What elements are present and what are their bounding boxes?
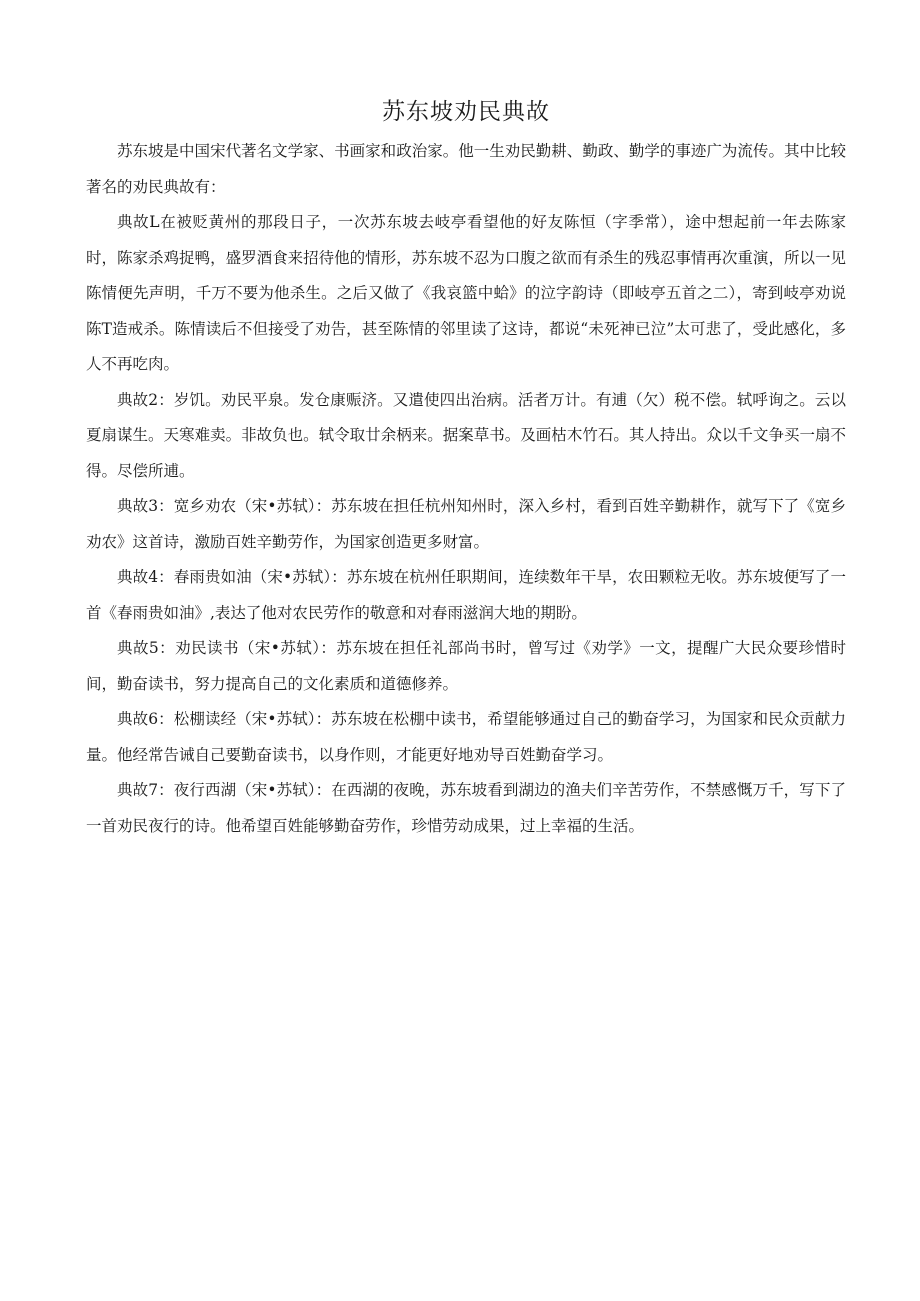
story-label: 典故6： bbox=[117, 710, 174, 728]
document-page bbox=[86, 96, 846, 844]
story-label: 典故L bbox=[117, 213, 160, 231]
story-paragraph-3 bbox=[86, 489, 846, 560]
story-paragraph-5 bbox=[86, 631, 846, 702]
story-paragraph-6 bbox=[86, 702, 846, 773]
story-paragraph-7 bbox=[86, 773, 846, 844]
story-text: 在被贬黄州的那段日子，一次苏东坡去岐亭看望他的好友陈恒（字季常），途中想起前一年去陈家时，陈家杀鸡捉鸭，盛罗酒食来招待他的情形，苏东坡不忍为口腹之欲而有杀生的残忍事情再次重演，所以一见陈情便先声明，千万不要为他杀生。之后又做了《我哀篮中蛤》的泣字韵诗（即岐亭五首之二），寄到岐亭劝说陈T造戒杀。陈情读后不但接受了劝告，甚至陈情的邻里读了这诗，都说“未死神已泣”太可悲了，受此感化，多人不再吃肉。 bbox=[86, 213, 846, 373]
story-text: 春雨贵如油（宋•苏轼）：苏东坡在杭州任职期间，连续数年干旱，农田颗粒无收。苏东坡便写了一首《春雨贵如油》,表达了他对农民劳作的敬意和对春雨滋润大地的期盼。 bbox=[86, 568, 846, 622]
story-text: 松棚读经（宋•苏轼）：苏东坡在松棚中读书，希望能够通过自己的勤奋学习，为国家和民众贡献力量。他经常告诫自己要勤奋读书，以身作则，才能更好地劝导百姓勤奋学习。 bbox=[86, 710, 846, 764]
story-text: 岁饥。劝民平泉。发仓康赈济。又遣使四出治病。活者万计。有逋（欠）税不偿。轼呼询之。云以夏扇谋生。天寒难卖。非故负也。轼令取廿余柄来。据案草书。及画枯木竹石。其人持出。众以千文争买一扇不得。尽偿所逋。 bbox=[86, 390, 846, 480]
story-text: 劝民读书（宋•苏轼）：苏东坡在担任礼部尚书时，曾写过《劝学》一文，提醒广大民众要珍惜时间，勤奋读书，努力提高自己的文化素质和道德修养。 bbox=[86, 639, 846, 693]
story-label: 典故5： bbox=[117, 639, 176, 657]
story-label: 典故7： bbox=[117, 781, 174, 799]
intro-paragraph: 苏东坡是中国宋代著名文学家、书画家和政治家。他一生劝民勤耕、勤政、勤学的事迹广为流传。其中比较著名的劝民典故有： bbox=[86, 142, 846, 196]
story-label: 典故2： bbox=[117, 390, 174, 409]
document-title: 苏东坡劝民典故 bbox=[382, 99, 550, 125]
story-text: 夜行西湖（宋•苏轼）：在西湖的夜晚，苏东坡看到湖边的渔夫们辛苦劳作，不禁感慨万千，写下了一首劝民夜行的诗。他希望百姓能够勤奋劳作，珍惜劳动成果，过上幸福的生活。 bbox=[86, 781, 846, 835]
story-paragraph-1 bbox=[86, 205, 846, 383]
story-paragraph-2 bbox=[86, 383, 846, 490]
story-label: 典故3： bbox=[117, 497, 174, 515]
story-text: 宽乡劝农（宋•苏轼）：苏东坡在担任杭州知州时，深入乡村，看到百姓辛勤耕作，就写下了《宽乡劝农》这首诗，激励百姓辛勤劳作，为国家创造更多财富。 bbox=[86, 497, 846, 551]
story-label: 典故4： bbox=[117, 568, 174, 586]
story-paragraph-4 bbox=[86, 560, 846, 631]
